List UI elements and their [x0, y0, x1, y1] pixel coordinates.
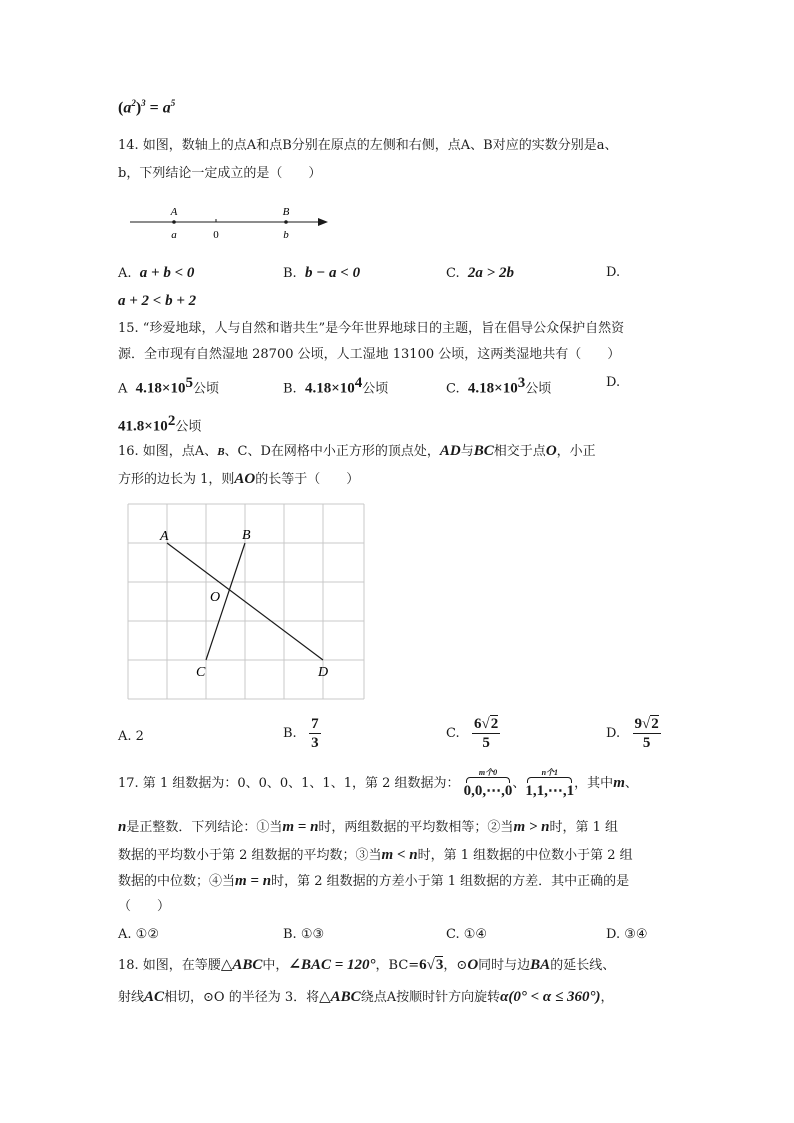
q15-line2: 源．全市现有自然湿地 28700 公顷，人工湿地 13100 公顷，这两类湿地共有（ ）	[118, 347, 621, 362]
q17-option-d[interactable]: D. ③④	[606, 927, 648, 942]
label-a: A	[160, 529, 169, 544]
q14-line2: b，下列结论一定成立的是（ ）	[118, 166, 322, 181]
q18-line2: 射线AC相切，⊙O 的半径为 3．将△ABC绕点A按顺时针方向旋转α(0° < α ≤ 360°)，	[118, 989, 614, 1005]
top-formula: $(a^2)^3 = a^5$	[118, 98, 176, 117]
point-b-value: b	[283, 229, 289, 241]
q16-option-a[interactable]: A. 2	[118, 729, 144, 744]
point-a-dot	[172, 220, 176, 224]
point-a-value: a	[171, 229, 177, 241]
point-a-label: A	[170, 206, 178, 218]
label-c: C	[196, 665, 206, 680]
q17-line2: n是正整数．下列结论：①当m = n时，两组数据的平均数相等；②当m > n时，第 1 组	[118, 819, 619, 835]
q15-option-d[interactable]: D.	[606, 375, 621, 390]
q14-option-b[interactable]: B. b − a < 0	[283, 265, 361, 281]
q14-option-d[interactable]: D.	[606, 265, 621, 280]
sequence-n-ones: n个1 1,1,⋯,1	[525, 768, 575, 799]
grid-figure	[124, 500, 368, 704]
q15-line1: 15. “珍爱地球，人与自然和谐共生”是今年世界地球日的主题，旨在倡导公众保护自然资	[118, 321, 625, 336]
point-b-dot	[284, 220, 288, 224]
q16-option-c[interactable]: C. $\frac{6√2}{5}$	[446, 716, 499, 751]
zero-label: 0	[213, 229, 219, 241]
fraction-9root2-5: $\frac{9√2}{5}$	[634, 716, 659, 751]
axis-arrow-icon	[318, 218, 328, 226]
q15-option-a[interactable]: A $4.18\times 10^5$公顷	[118, 375, 219, 397]
q17-line5: （ ）	[118, 899, 171, 914]
q16-option-d[interactable]: D. $\frac{9√2}{5}$	[606, 716, 659, 751]
point-b-label: B	[282, 206, 290, 218]
fraction-7-3: $\frac{7}{3}$	[311, 716, 319, 751]
q17-line1: 17. 第 1 组数据为：0、0、0、1、1、1，第 2 组数据为： m个0 0,0,⋯,0 、 n个1 1,1,⋯,1 ，其中m、	[118, 768, 638, 799]
q14-option-c[interactable]: C. 2a > 2b	[446, 265, 514, 281]
q17-option-b[interactable]: B. ①③	[283, 927, 325, 942]
label-b: B	[242, 528, 251, 543]
q14-option-a[interactable]: A. a + b < 0	[118, 265, 195, 281]
q15-option-c[interactable]: C. $4.18\times 10^3$公顷	[446, 375, 552, 397]
q17-line3: 数据的平均数小于第 2 组数据的平均数；③当m < n时，第 1 组数据的中位数小于第 2 组	[118, 847, 633, 863]
q16-line2: 方形的边长为 1，则AO的长等于（ ）	[118, 471, 360, 487]
q15-option-d-expr: $41.8\times 10^2$公顷	[118, 413, 202, 435]
q18-line1: 18. 如图，在等腰△ABC中，∠BAC = 120°，BC=6√3，⊙O同时与边BA的延长线、	[118, 957, 616, 973]
label-d: D	[318, 665, 329, 680]
q15-option-b[interactable]: B. $4.18\times 10^4$公顷	[283, 375, 389, 397]
fraction-6root2-5: $\frac{6√2}{5}$	[474, 716, 499, 751]
q17-line4: 数据的中位数；④当m = n时，第 2 组数据的方差小于第 1 组数据的方差．其中正确的是	[118, 873, 630, 889]
q14-line1: 14. 如图，数轴上的点A和点B分别在原点的左侧和右侧，点A、B对应的实数分别是a、	[118, 138, 618, 153]
q16-option-b[interactable]: B. $\frac{7}{3}$	[283, 716, 319, 751]
label-o: O	[210, 590, 221, 605]
q16-line1: 16. 如图，点A、B、C、D在网格中小正方形的顶点处，AD与BC相交于点O，小正	[118, 443, 596, 459]
number-line-figure	[118, 200, 338, 244]
q14-option-d-expr: a + 2 < b + 2	[118, 293, 197, 309]
q17-option-c[interactable]: C. ①④	[446, 927, 488, 942]
q17-option-a[interactable]: A. ①②	[118, 927, 159, 942]
sequence-m-zeros: m个0 0,0,⋯,0	[463, 768, 513, 799]
